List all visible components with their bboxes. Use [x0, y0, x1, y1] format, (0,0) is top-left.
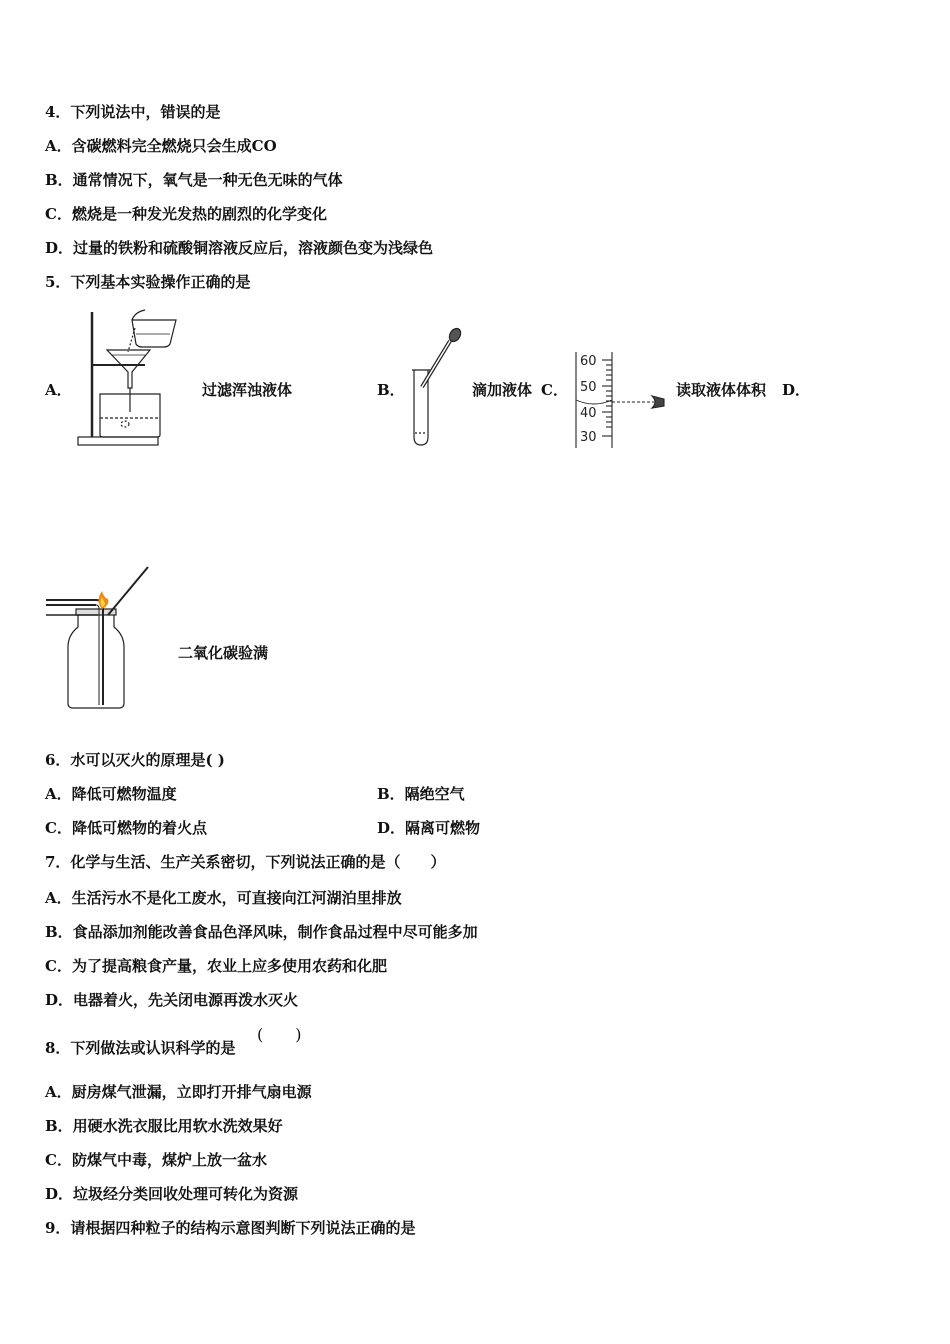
q9-stem: 9．请根据四种粒子的结构示意图判断下列说法正确的是 — [45, 1219, 416, 1237]
q4-option-a: A．含碳燃料完全燃烧只会生成CO — [45, 137, 277, 155]
cylinder-tick-30: 30 — [580, 430, 597, 445]
q5-option-a-letter: A． — [45, 381, 72, 399]
q4-option-d: D．过量的铁粉和硫酸铜溶液反应后，溶液颜色变为浅绿色 — [45, 239, 434, 257]
q6-option-d: D．隔离可燃物 — [377, 819, 481, 837]
co2-collection-bottle-figure — [40, 565, 160, 715]
q7-option-d: D．电器着火，先关闭电源再泼水灭火 — [45, 991, 299, 1009]
flame-icon — [99, 591, 109, 609]
q5-option-d-caption: 二氧化碳验满 — [178, 644, 269, 662]
cylinder-tick-50: 50 — [580, 380, 597, 395]
q7-option-b: B．食品添加剂能改善食品色泽风味，制作食品过程中尽可能多加 — [45, 923, 478, 941]
q4-option-b: B．通常情况下，氧气是一种无色无味的气体 — [45, 171, 343, 189]
dropper-test-tube-figure — [400, 325, 470, 450]
q5-stem: 5．下列基本实验操作正确的是 — [45, 273, 251, 291]
q5-option-a-caption: 过滤浑浊液体 — [202, 381, 293, 399]
q5-option-d-letter: D． — [782, 381, 811, 399]
q5-option-b-letter: B． — [377, 381, 405, 399]
q6-option-c: C．降低可燃物的着火点 — [45, 819, 207, 837]
q4-stem: 4．下列说法中，错误的是 — [45, 103, 221, 121]
q7-option-a: A．生活污水不是化工废水，可直接向江河湖泊里排放 — [45, 889, 402, 907]
cylinder-tick-40: 40 — [580, 406, 597, 421]
graduated-cylinder-figure — [572, 350, 672, 450]
q6-option-b: B．隔绝空气 — [377, 785, 465, 803]
q6-stem: 6．水可以灭火的原理是( ) — [45, 751, 225, 769]
q4-option-c: C．燃烧是一种发光发热的剧烈的化学变化 — [45, 205, 327, 223]
q8-option-a: A．厨房煤气泄漏，立即打开排气扇电源 — [45, 1083, 312, 1101]
q8-option-c: C．防煤气中毒，煤炉上放一盆水 — [45, 1151, 267, 1169]
q5-option-c-caption: 读取液体体积 — [676, 381, 767, 399]
q8-option-b: B．用硬水洗衣服比用软水洗效果好 — [45, 1117, 283, 1135]
q7-option-c: C．为了提高粮食产量，农业上应多使用农药和化肥 — [45, 957, 387, 975]
q7-stem: 7．化学与生活、生产关系密切，下列说法正确的是（ ） — [45, 853, 446, 871]
filtration-apparatus-figure — [70, 300, 190, 450]
q8-answer-paren: ( ) — [257, 1025, 302, 1044]
q5-option-b-caption: 滴加液体 — [472, 381, 533, 399]
q6-option-a: A．降低可燃物温度 — [45, 785, 177, 803]
cylinder-tick-60: 60 — [580, 354, 597, 369]
q8-stem: 8．下列做法或认识科学的是 — [45, 1039, 236, 1057]
q8-option-d: D．垃圾经分类回收处理可转化为资源 — [45, 1185, 299, 1203]
q5-option-c-letter: C． — [541, 381, 568, 399]
